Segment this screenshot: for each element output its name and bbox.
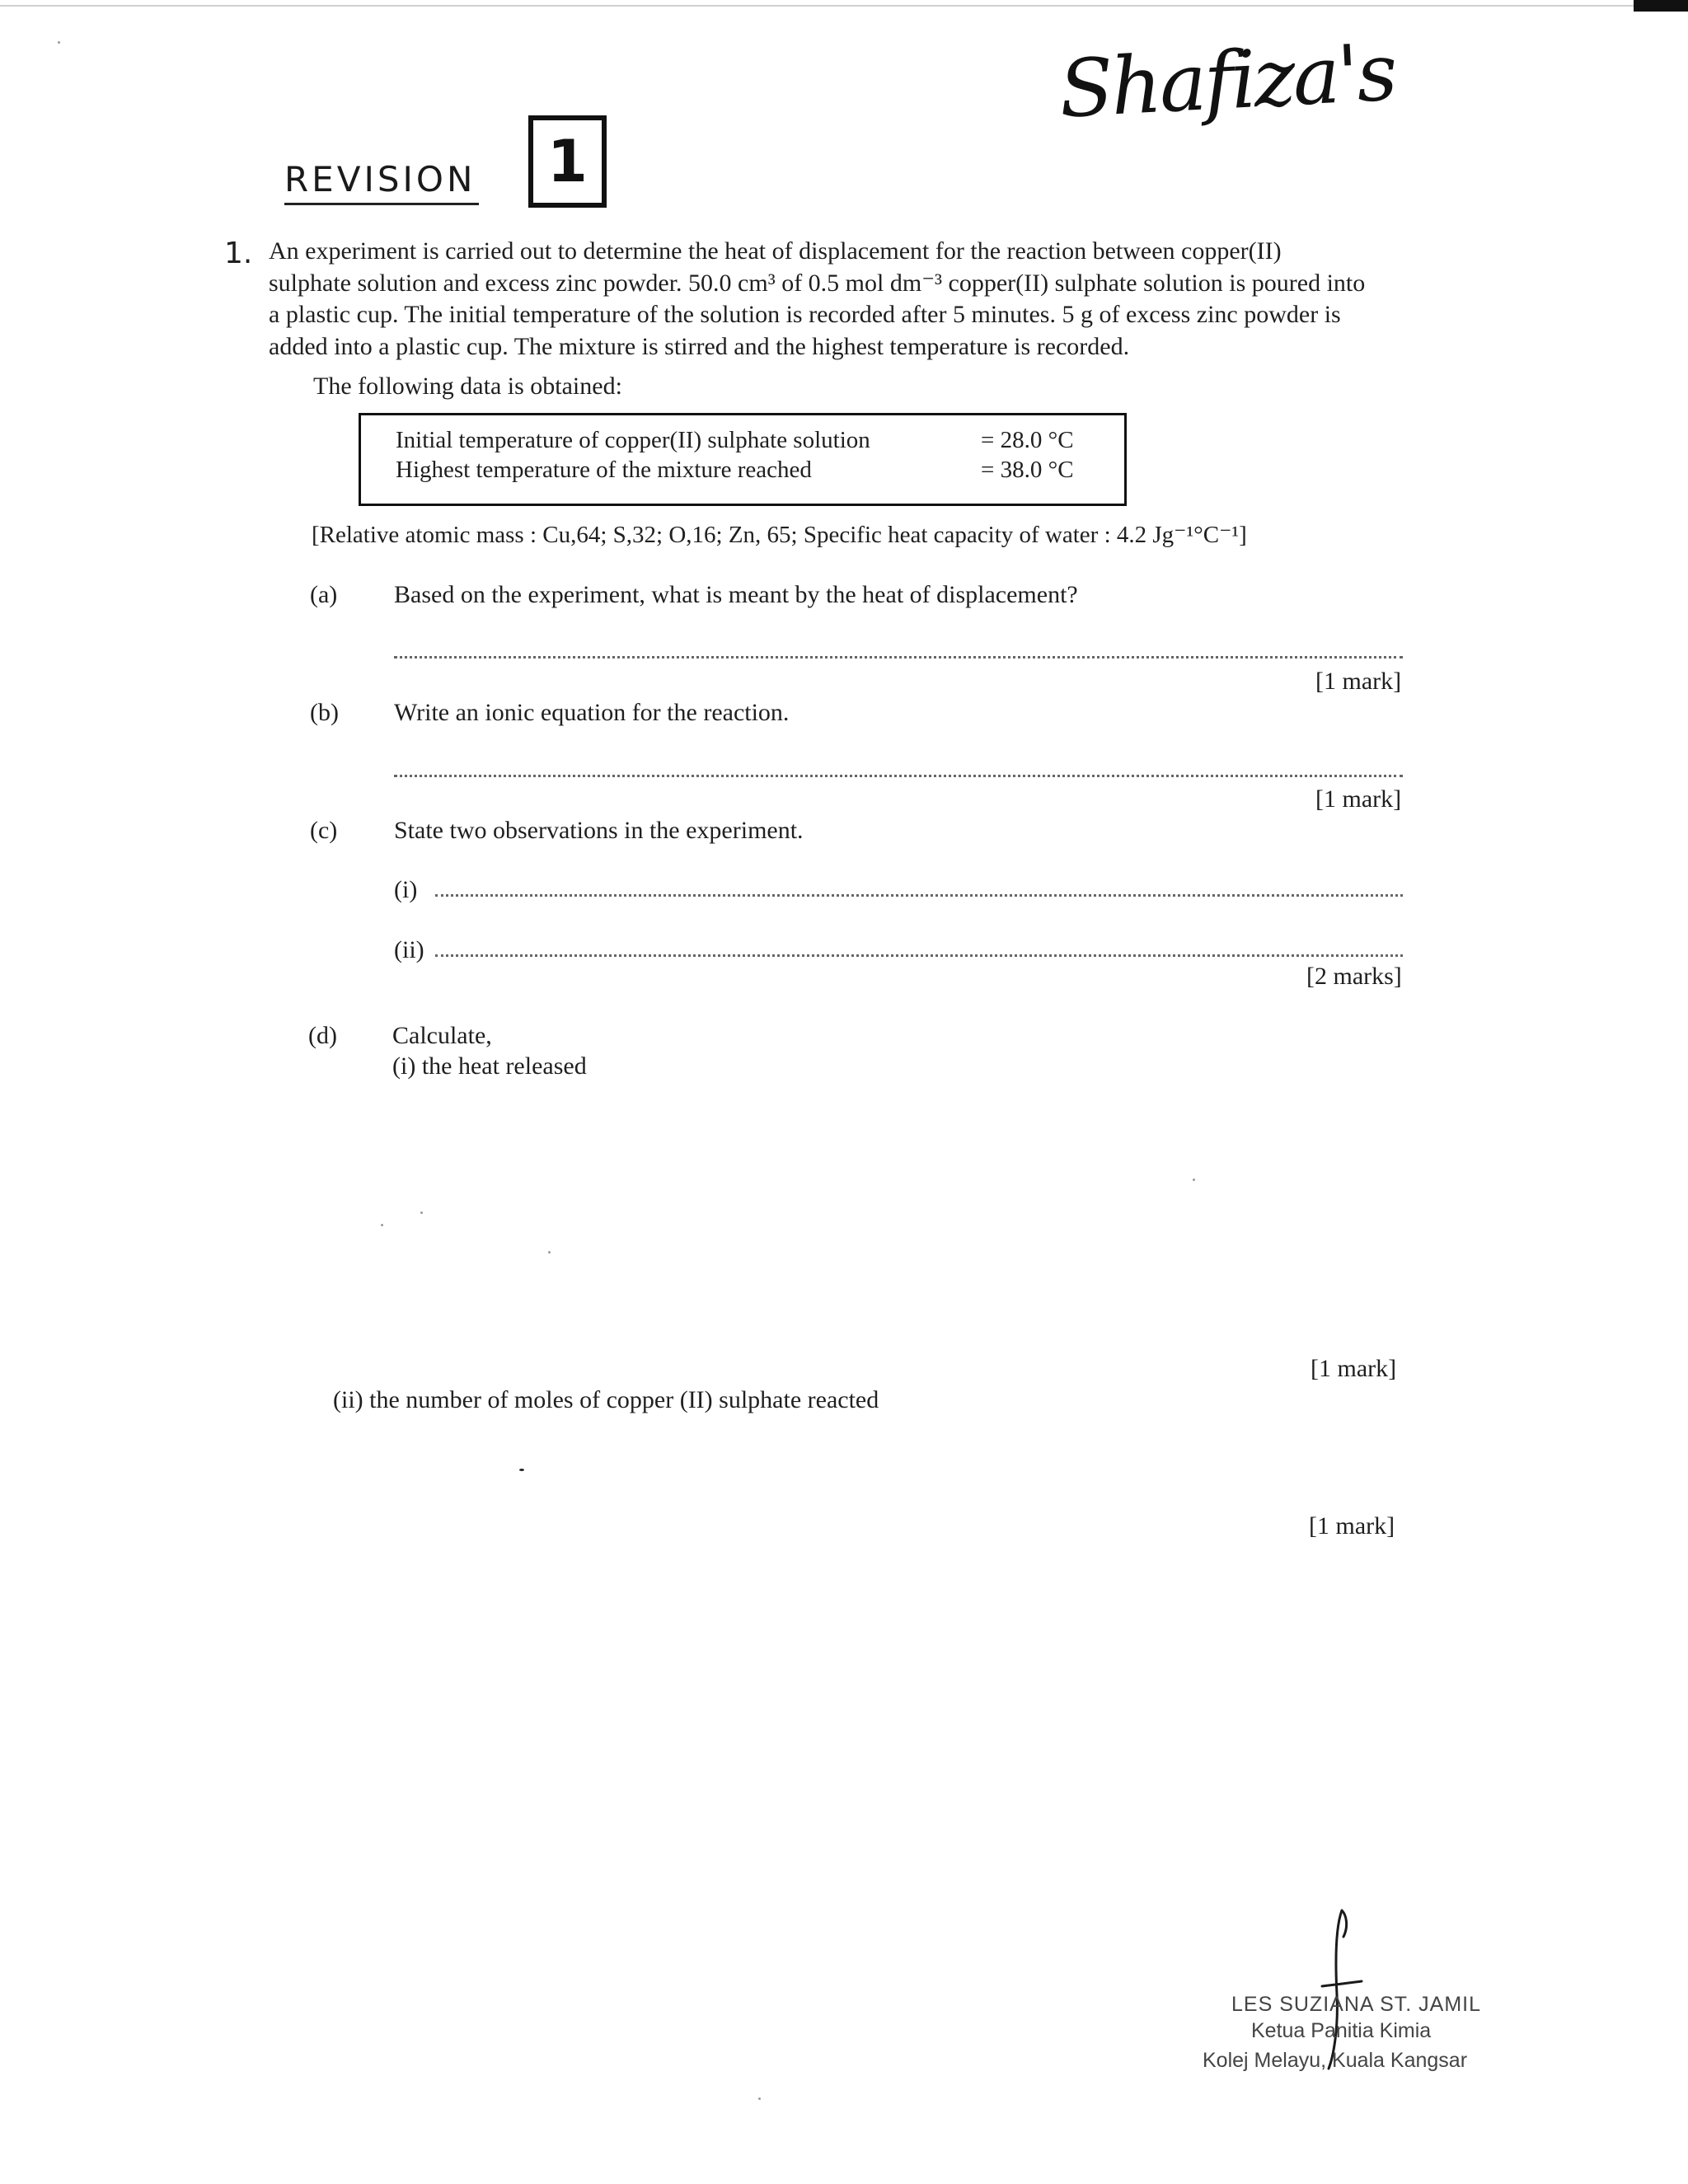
revision-number: 1 [547,128,588,195]
part-d-i-marks: [1 mark] [1311,1355,1397,1382]
answer-line-c-i[interactable] [435,894,1403,897]
scan-speck [381,1224,383,1226]
part-b-marks: [1 mark] [1315,785,1402,813]
intro-line: An experiment is carried out to determine the heat of displacement for the reaction between copper(II) [269,237,1282,265]
data-label-highest: Highest temperature of the mixture reached [396,457,812,483]
constants-note: [Relative atomic mass : Cu,64; S,32; O,16; Zn, 65; Specific heat capacity of water : 4.2 Jg⁻¹°C⁻¹] [312,522,1247,548]
stamp-institution: Kolej Melayu, Kuala Kangsar [1203,2049,1468,2072]
intro-line: added into a plastic cup. The mixture is stirred and the highest temperature is recorded. [269,332,1130,360]
scan-speck [758,2097,761,2100]
part-d-ii-marks: [1 mark] [1309,1512,1395,1540]
part-a-label: (a) [310,581,338,608]
part-a-text: Based on the experiment, what is meant by the heat of displacement? [394,581,1078,608]
part-c-text: State two observations in the experiment. [394,817,804,844]
stamp-name: LES SUZIANA ST. JAMIL [1231,1993,1482,2016]
scan-edge-mark [1634,0,1688,12]
part-c-marks: [2 marks] [1306,963,1402,990]
intro-line: sulphate solution and excess zinc powder. 50.0 cm³ of 0.5 mol dm⁻³ copper(II) sulphate solution is poured into [269,269,1366,297]
owner-signature: Shafiza's [1057,26,1398,136]
data-value-highest: = 38.0 °C [981,457,1074,483]
scan-speck [1193,1179,1195,1181]
part-b-label: (b) [310,699,339,726]
revision-underline [284,203,479,205]
working-space-d-ii[interactable] [330,1426,1401,1508]
revision-number-box [528,115,607,208]
data-table [359,413,1127,506]
stamp-position: Ketua Panitia Kimia [1251,2019,1432,2042]
scan-speck [548,1251,551,1254]
question-number: 1. [224,237,253,270]
part-d-sub-ii: (ii) the number of moles of copper (II) sulphate reacted [333,1386,879,1413]
answer-line-b[interactable] [394,775,1403,777]
answer-line-a[interactable] [394,656,1403,658]
data-value-initial: = 28.0 °C [981,427,1074,453]
intro-line: a plastic cup. The initial temperature of the solution is recorded after 5 minutes. 5 g of excess zinc powder is [269,301,1341,328]
part-d-label: (d) [308,1022,337,1049]
revision-title: REVISION [284,159,476,199]
part-c-label: (c) [310,817,338,844]
data-label-initial: Initial temperature of copper(II) sulphate solution [396,427,870,453]
data-intro: The following data is obtained: [313,373,622,400]
scan-speck [58,41,60,44]
part-b-text: Write an ionic equation for the reaction. [394,699,790,726]
question-intro [269,236,1406,363]
part-c-sub-ii: (ii) [394,936,424,963]
working-space-d-i[interactable] [379,1088,1401,1335]
part-a-marks: [1 mark] [1315,668,1402,695]
scan-edge-line [0,5,1634,7]
part-c-sub-i: (i) [394,876,418,903]
scan-speck [420,1212,423,1214]
answer-line-c-ii[interactable] [435,954,1403,957]
part-d-sub-i: (i) the heat released [392,1052,587,1080]
part-d-text: Calculate, [392,1022,492,1049]
scan-speck [519,1469,524,1471]
